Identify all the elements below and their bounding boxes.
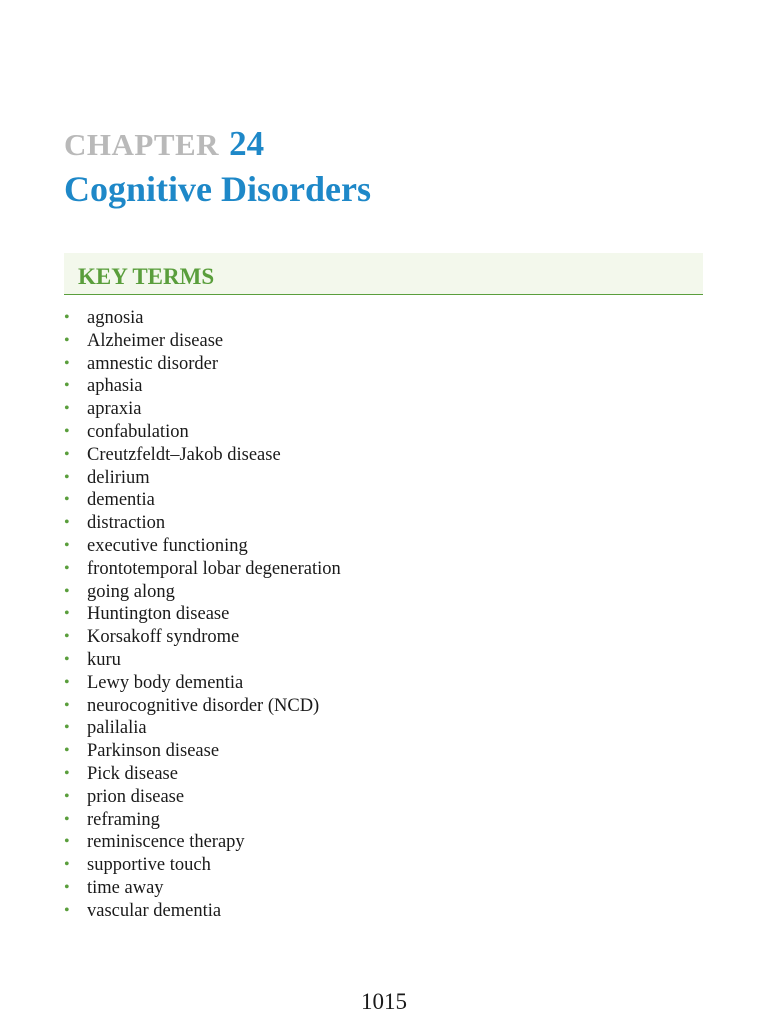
key-term-item: • reframing xyxy=(64,809,341,832)
key-term-item: • Korsakoff syndrome xyxy=(64,626,341,649)
key-term-item: • Huntington disease xyxy=(64,603,341,626)
key-term-item: • kuru xyxy=(64,649,341,672)
key-term-item: • amnestic disorder xyxy=(64,353,341,376)
key-term-item: • frontotemporal lobar degeneration xyxy=(64,558,341,581)
key-term-item: • vascular dementia xyxy=(64,900,341,923)
chapter-label xyxy=(64,126,264,161)
key-term-item: • Creutzfeldt–Jakob disease xyxy=(64,444,341,467)
chapter-word: CHAPTER xyxy=(64,127,220,162)
key-term-item: • Lewy body dementia xyxy=(64,672,341,695)
key-term-item: • time away xyxy=(64,877,341,900)
key-term-item: • confabulation xyxy=(64,421,341,444)
chapter-number: 24 xyxy=(229,124,265,163)
key-terms-list xyxy=(64,307,341,923)
key-term-item: • going along xyxy=(64,581,341,604)
key-term-item: • Pick disease xyxy=(64,763,341,786)
key-term-item: • executive functioning xyxy=(64,535,341,558)
key-term-item: • reminiscence therapy xyxy=(64,831,341,854)
page-number: 1015 xyxy=(361,989,407,1014)
key-term-item: • prion disease xyxy=(64,786,341,809)
key-term-item: • aphasia xyxy=(64,375,341,398)
key-term-item: • Alzheimer disease xyxy=(64,330,341,353)
key-term-item: • distraction xyxy=(64,512,341,535)
key-term-item: • delirium xyxy=(64,467,341,490)
key-term-item: • dementia xyxy=(64,489,341,512)
key-term-item: • palilalia xyxy=(64,717,341,740)
key-term-item: • agnosia xyxy=(64,307,341,330)
key-term-item: • apraxia xyxy=(64,398,341,421)
key-term-item: • Parkinson disease xyxy=(64,740,341,763)
chapter-title: Cognitive Disorders xyxy=(64,169,371,209)
key-term-item: • neurocognitive disorder (NCD) xyxy=(64,695,341,718)
key-terms-heading: KEY TERMS xyxy=(78,264,215,289)
key-terms-header-box xyxy=(64,253,703,295)
key-term-item: • supportive touch xyxy=(64,854,341,877)
